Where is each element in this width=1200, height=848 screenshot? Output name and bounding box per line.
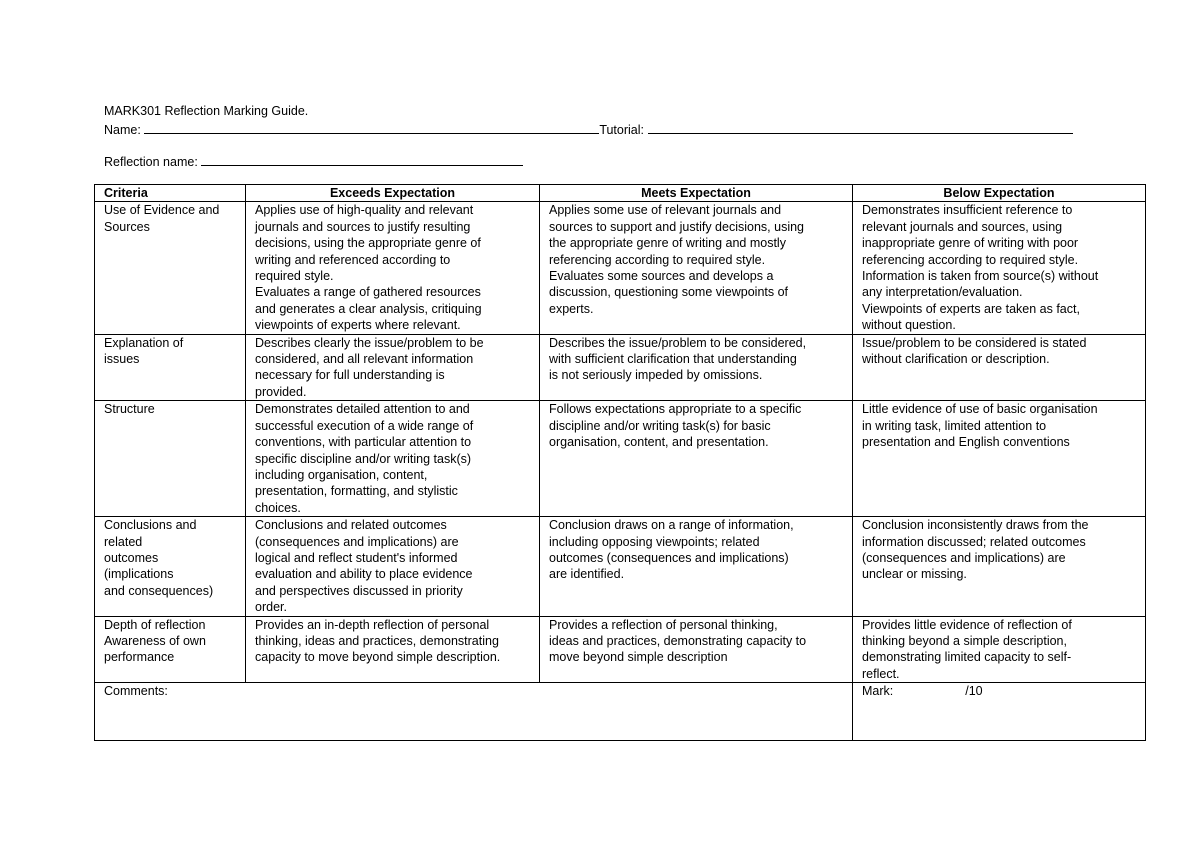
cell-line: Evaluates a range of gathered resources bbox=[255, 285, 481, 300]
exceeds-cell bbox=[246, 401, 540, 517]
table-row bbox=[95, 401, 1146, 517]
cell-line: Evaluates some sources and develops a bbox=[549, 269, 774, 284]
cell-line: Describes clearly the issue/problem to be bbox=[255, 335, 484, 350]
table-row bbox=[95, 202, 1146, 334]
cell-line: Provides a reflection of personal thinking, bbox=[549, 617, 778, 632]
cell-line: capacity to move beyond simple description. bbox=[255, 650, 501, 665]
cell-line: Conclusions and related outcomes bbox=[255, 518, 447, 533]
cell-line: unclear or missing. bbox=[862, 567, 967, 582]
cell-line: are identified. bbox=[549, 567, 625, 582]
cell-line: Applies some use of relevant journals and bbox=[549, 203, 782, 218]
cell-line: presentation and English conventions bbox=[862, 435, 1070, 450]
cell-line: referencing according to required style. bbox=[862, 252, 1079, 267]
cell-line: any interpretation/evaluation. bbox=[862, 285, 1023, 300]
exceeds-cell bbox=[246, 334, 540, 401]
cell-line: Conclusions and bbox=[104, 518, 197, 533]
meets-cell bbox=[540, 202, 853, 334]
cell-line: without question. bbox=[862, 318, 956, 333]
cell-line: choices. bbox=[255, 500, 301, 515]
header-row bbox=[95, 185, 1146, 202]
cell-line: (consequences and implications) are bbox=[255, 534, 459, 549]
cell-line: organisation, content, and presentation. bbox=[549, 435, 769, 450]
cell-line: referencing according to required style. bbox=[549, 252, 766, 267]
cell-line: Explanation of bbox=[104, 335, 184, 350]
below-cell bbox=[853, 616, 1146, 683]
meets-cell bbox=[540, 401, 853, 517]
cell-line: sources to support and justify decisions, using bbox=[549, 219, 804, 234]
reflection-row bbox=[104, 152, 523, 170]
cell-line: viewpoints of experts where relevant. bbox=[255, 318, 461, 333]
criteria-cell bbox=[95, 334, 246, 401]
cell-line: necessary for full understanding is bbox=[255, 368, 445, 383]
cell-line: experts. bbox=[549, 301, 594, 316]
marking-rubric-table bbox=[94, 184, 1146, 741]
table-row bbox=[95, 616, 1146, 683]
cell-line: Follows expectations appropriate to a specific bbox=[549, 402, 802, 417]
col-header-exceeds: Exceeds Expectation bbox=[246, 185, 540, 202]
comments-row bbox=[95, 683, 1146, 741]
cell-line: in writing task, limited attention to bbox=[862, 418, 1047, 433]
reflection-name-field[interactable] bbox=[201, 152, 523, 166]
cell-line: including opposing viewpoints; related bbox=[549, 534, 760, 549]
name-field[interactable] bbox=[144, 120, 599, 134]
cell-line: order. bbox=[255, 600, 287, 615]
cell-line: presentation, formatting, and stylistic bbox=[255, 484, 458, 499]
cell-line: performance bbox=[104, 650, 175, 665]
cell-line: discussion, questioning some viewpoints of bbox=[549, 285, 789, 300]
cell-line: provided. bbox=[255, 384, 307, 399]
cell-line: Issue/problem to be considered is stated bbox=[862, 335, 1087, 350]
cell-line: ideas and practices, demonstrating capacity to bbox=[549, 633, 807, 648]
cell-line: logical and reflect student's informed bbox=[255, 550, 458, 565]
cell-line: thinking beyond a simple description, bbox=[862, 633, 1067, 648]
table-row bbox=[95, 517, 1146, 616]
meets-cell bbox=[540, 616, 853, 683]
below-cell bbox=[853, 517, 1146, 616]
cell-line: Awareness of own bbox=[104, 633, 206, 648]
exceeds-cell bbox=[246, 517, 540, 616]
col-header-criteria: Criteria bbox=[95, 185, 246, 202]
tutorial-label: Tutorial: bbox=[599, 123, 645, 137]
reflection-name-label: Reflection name: bbox=[104, 155, 198, 169]
meets-cell bbox=[540, 517, 853, 616]
cell-line: outcomes (consequences and implications) bbox=[549, 550, 789, 565]
exceeds-cell bbox=[246, 616, 540, 683]
cell-line: and generates a clear analysis, critiquing bbox=[255, 301, 482, 316]
cell-line: Applies use of high-quality and relevant bbox=[255, 203, 474, 218]
cell-line: is not seriously impeded by omissions. bbox=[549, 368, 763, 383]
criteria-cell bbox=[95, 616, 246, 683]
col-header-below: Below Expectation bbox=[853, 185, 1146, 202]
cell-line: Depth of reflection bbox=[104, 617, 206, 632]
cell-line: Provides little evidence of reflection of bbox=[862, 617, 1072, 632]
cell-line: and consequences) bbox=[104, 583, 214, 598]
cell-line: Information is taken from source(s) without bbox=[862, 269, 1099, 284]
cell-line: discipline and/or writing task(s) for basic bbox=[549, 418, 771, 433]
comments-label: Comments: bbox=[104, 684, 168, 699]
cell-line: journals and sources to justify resulting bbox=[255, 219, 471, 234]
cell-line: Demonstrates insufficient reference to bbox=[862, 203, 1073, 218]
cell-line: Conclusion draws on a range of information, bbox=[549, 518, 794, 533]
exceeds-cell bbox=[246, 202, 540, 334]
cell-line: decisions, using the appropriate genre of bbox=[255, 236, 481, 251]
comments-cell[interactable] bbox=[95, 683, 853, 741]
cell-line: required style. bbox=[255, 269, 334, 284]
cell-line: Use of Evidence and bbox=[104, 203, 220, 218]
cell-line: (implications bbox=[104, 567, 174, 582]
cell-line: move beyond simple description bbox=[549, 650, 728, 665]
cell-line: with sufficient clarification that understanding bbox=[549, 352, 797, 367]
mark-total: /10 bbox=[965, 684, 983, 699]
cell-line: (consequences and implications) are bbox=[862, 550, 1066, 565]
cell-line: Provides an in-depth reflection of personal bbox=[255, 617, 490, 632]
cell-line: Structure bbox=[104, 402, 155, 417]
below-cell bbox=[853, 334, 1146, 401]
mark-cell[interactable] bbox=[853, 683, 1146, 741]
tutorial-field[interactable] bbox=[648, 120, 1073, 134]
name-row bbox=[104, 120, 1073, 138]
below-cell bbox=[853, 401, 1146, 517]
below-cell bbox=[853, 202, 1146, 334]
col-header-meets: Meets Expectation bbox=[540, 185, 853, 202]
cell-line: the appropriate genre of writing and mostly bbox=[549, 236, 786, 251]
cell-line: and perspectives discussed in priority bbox=[255, 583, 463, 598]
mark-label: Mark: bbox=[862, 684, 894, 699]
name-label: Name: bbox=[104, 123, 141, 137]
cell-line: considered, and all relevant information bbox=[255, 352, 474, 367]
cell-line: including organisation, content, bbox=[255, 467, 428, 482]
cell-line: inappropriate genre of writing with poor bbox=[862, 236, 1079, 251]
cell-line: Viewpoints of experts are taken as fact, bbox=[862, 301, 1080, 316]
cell-line: successful execution of a wide range of bbox=[255, 418, 474, 433]
cell-line: issues bbox=[104, 352, 140, 367]
cell-line: related bbox=[104, 534, 143, 549]
cell-line: Demonstrates detailed attention to and bbox=[255, 402, 470, 417]
cell-line: reflect. bbox=[862, 666, 900, 681]
cell-line: specific discipline and/or writing task(s) bbox=[255, 451, 472, 466]
document-title: MARK301 Reflection Marking Guide. bbox=[104, 104, 309, 118]
cell-line: without clarification or description. bbox=[862, 352, 1050, 367]
cell-line: demonstrating limited capacity to self- bbox=[862, 650, 1072, 665]
cell-line: thinking, ideas and practices, demonstrating bbox=[255, 633, 499, 648]
cell-line: outcomes bbox=[104, 550, 159, 565]
cell-line: Little evidence of use of basic organisation bbox=[862, 402, 1098, 417]
criteria-cell bbox=[95, 202, 246, 334]
cell-line: information discussed; related outcomes bbox=[862, 534, 1086, 549]
table-row bbox=[95, 334, 1146, 401]
cell-line: Describes the issue/problem to be considered, bbox=[549, 335, 807, 350]
cell-line: evaluation and ability to place evidence bbox=[255, 567, 473, 582]
cell-line: Conclusion inconsistently draws from the bbox=[862, 518, 1089, 533]
cell-line: relevant journals and sources, using bbox=[862, 219, 1063, 234]
criteria-cell bbox=[95, 401, 246, 517]
meets-cell bbox=[540, 334, 853, 401]
cell-line: writing and referenced according to bbox=[255, 252, 451, 267]
cell-line: conventions, with particular attention to bbox=[255, 435, 472, 450]
criteria-cell bbox=[95, 517, 246, 616]
cell-line: Sources bbox=[104, 219, 150, 234]
